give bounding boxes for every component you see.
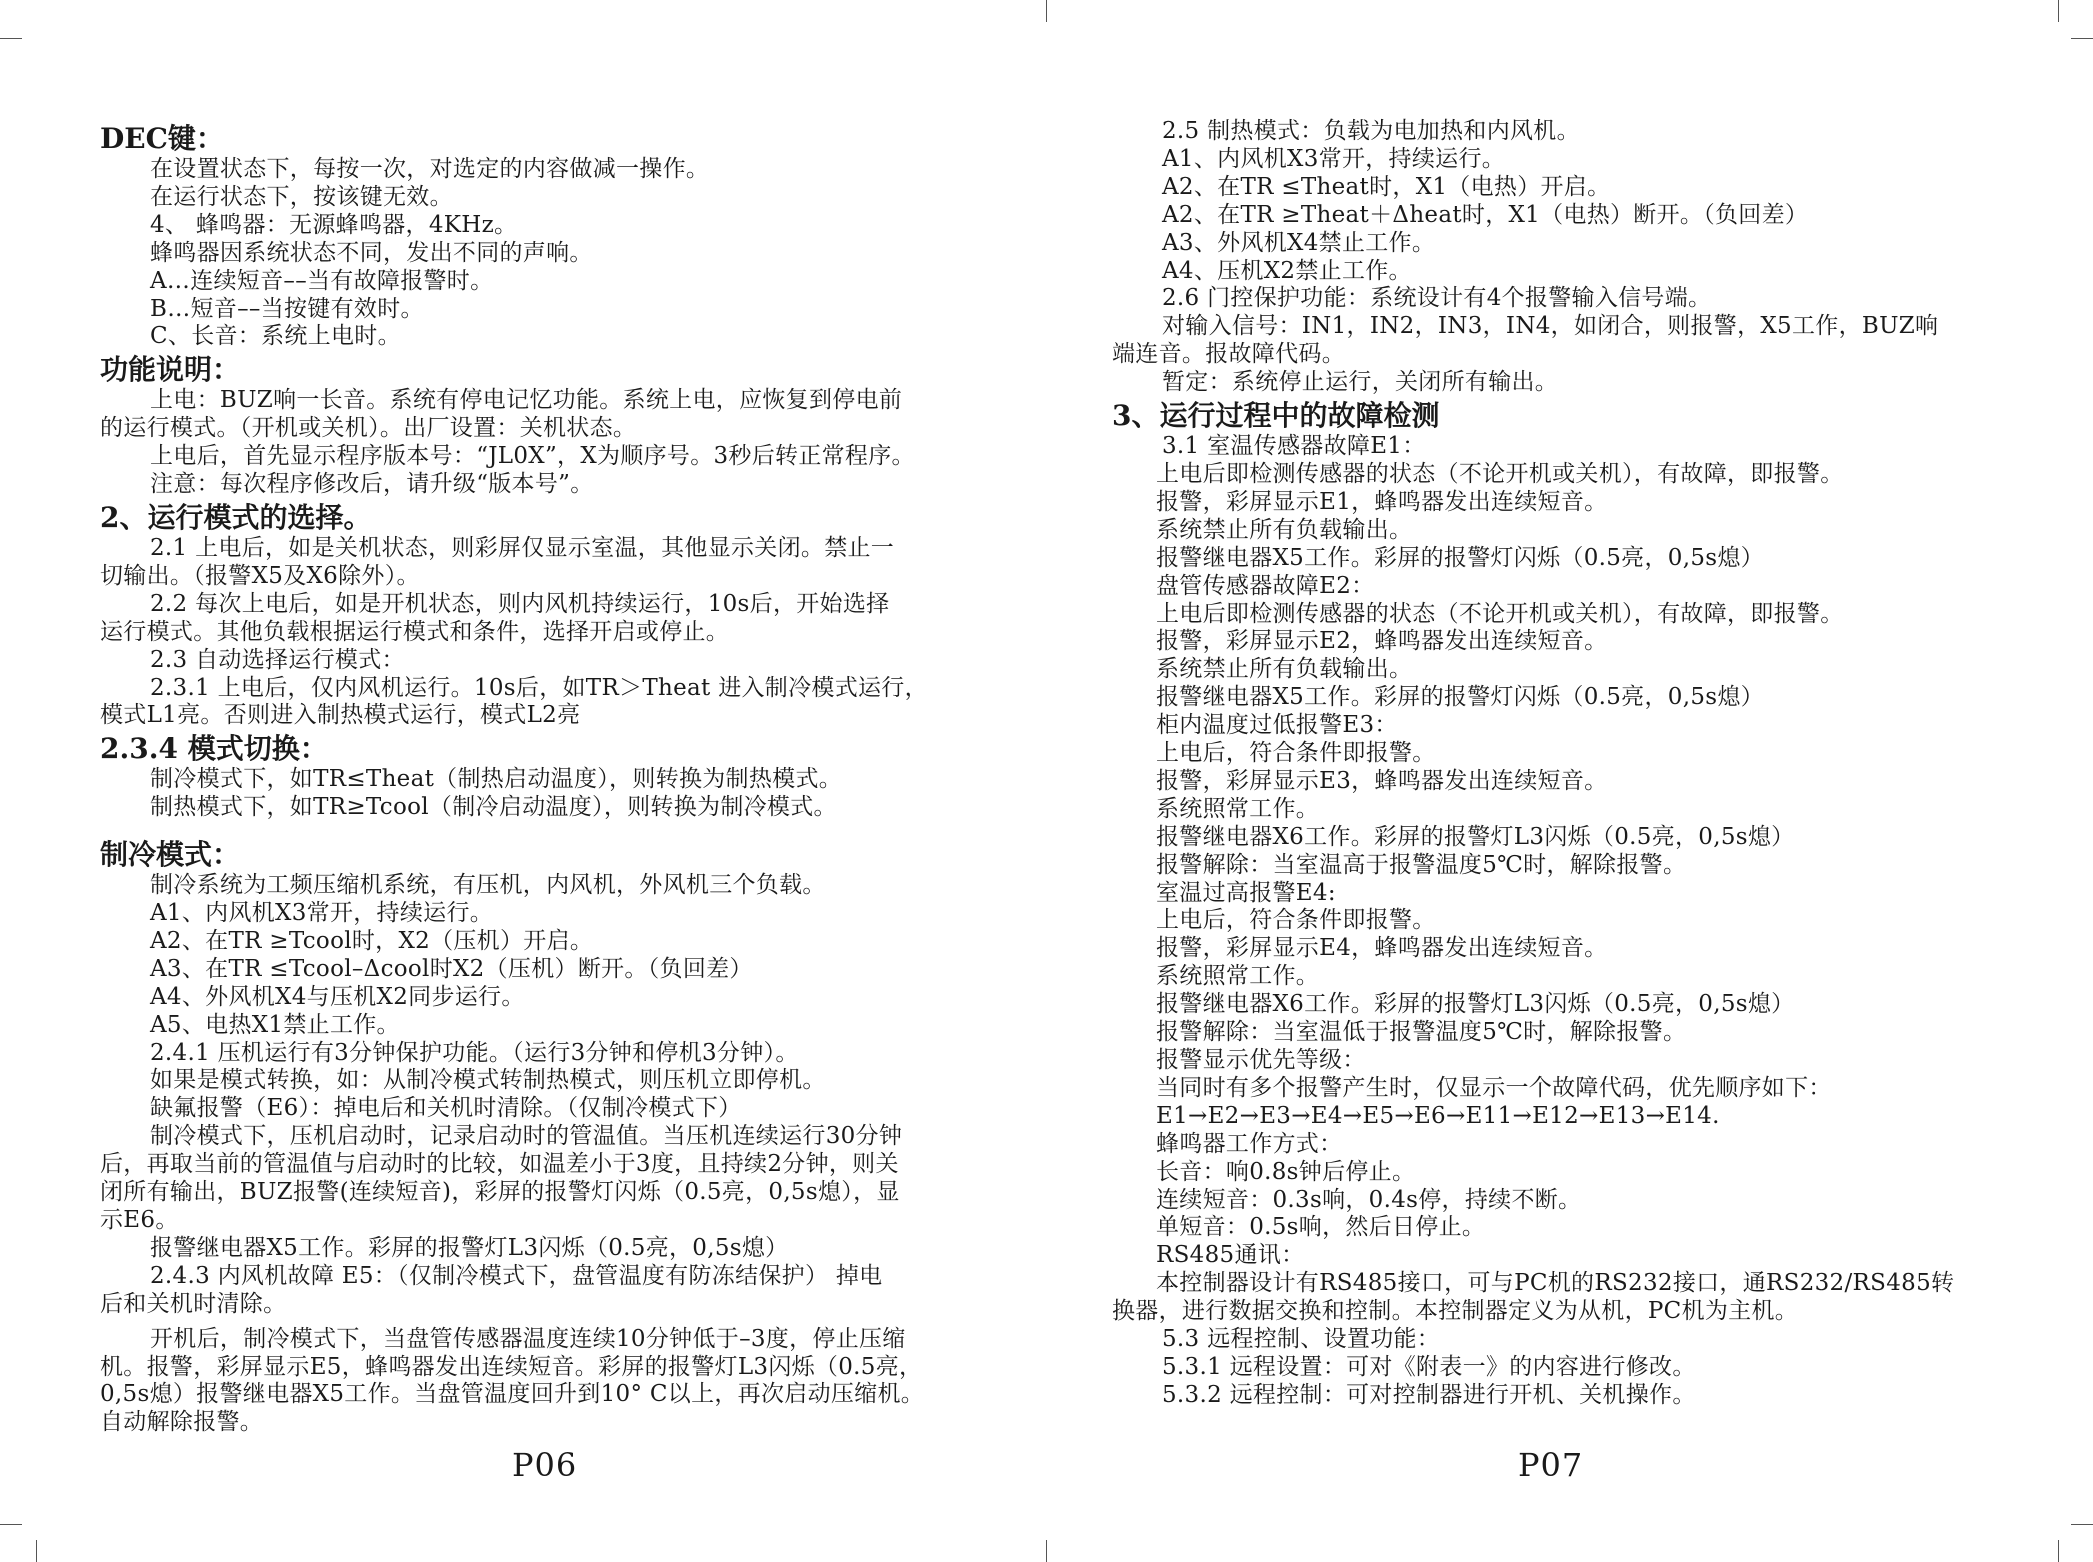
text-line: 报警解除：当室温低于报警温度5℃时，解除报警。 [1156,1019,1687,1046]
text-line: 报警继电器X6工作。彩屏的报警灯L3闪烁（0.5亮，0,5s熄） [1156,823,1795,850]
text-line: 长音：响0.8s钟后停止。 [1156,1158,1416,1185]
text-line: A3、外风机X4禁止工作。 [1162,229,1436,256]
text-line: 缺氟报警（E6）：掉电后和关机时清除。（仅制冷模式下） [150,1095,742,1122]
crop-mark-bottom-center [1046,1540,1047,1562]
text-line: 蜂鸣器工作方式： [1156,1130,1343,1157]
text-line: 报警继电器X6工作。彩屏的报警灯L3闪烁（0.5亮，0,5s熄） [1156,991,1795,1018]
section-heading: 3、运行过程中的故障检测 [1112,399,1440,433]
text-line: 上电后，符合条件即报警。 [1156,907,1436,934]
text-line: 2.3 自动选择运行模式： [150,646,405,673]
text-line: 当同时有多个报警产生时，仅显示一个故障代码，优先顺序如下： [1156,1074,1832,1101]
text-line: 暂定：系统停止运行，关闭所有输出。 [1162,369,1559,396]
text-line: 切输出。（报警X5及X6除外）。 [100,562,420,589]
text-line: 换器，进行数据交换和控制。本控制器定义为从机，PC机为主机。 [1112,1298,1799,1325]
text-line: 2.2 每次上电后，如是开机状态，则内风机持续运行，10s后，开始选择 [150,590,890,617]
text-line: 报警继电器X5工作。彩屏的报警灯L3闪烁（0.5亮，0,5s熄） [150,1234,789,1261]
text-line: 3.1 室温传感器故障E1： [1162,433,1426,460]
text-line: 报警，彩屏显示E2，蜂鸣器发出连续短音。 [1156,628,1608,655]
text-line: 自动解除报警。 [100,1409,264,1436]
text-line: 本控制器设计有RS485接口，可与PC机的RS232接口，通RS232/RS485转 [1156,1270,1955,1297]
text-line: C、长音：系统上电时。 [150,323,401,350]
text-line: 制冷模式下，压机启动时，记录启动时的管温值。当压机连续运行30分钟 [150,1123,903,1150]
text-line: 在运行状态下，按该键无效。 [150,183,453,210]
left-page-number: P06 [512,1446,578,1484]
text-line: A2、在TR ≤Theat时，X1（电热）开启。 [1162,173,1611,200]
text-line: 上电后即检测传感器的状态（不论开机或关机），有故障，即报警。 [1156,600,1844,627]
text-line: 制冷模式下，如TR≤Theat（制热启动温度），则转换为制热模式。 [150,766,843,793]
text-line: A…连续短音––当有故障报警时。 [150,267,494,294]
text-line: 如果是模式转换，如：从制冷模式转制热模式，则压机立即停机。 [150,1067,826,1094]
text-line: 后和关机时清除。 [100,1290,287,1317]
crop-mark-bottom-right [2071,1524,2093,1525]
text-line: 的运行模式。（开机或关机）。出厂设置：关机状态。 [100,415,637,442]
text-line: 运行模式。其他负载根据运行模式和条件，选择开启或停止。 [100,618,730,645]
text-line: 闭所有输出，BUZ报警(连续短音)，彩屏的报警灯闪烁（0.5亮，0,5s熄），显 [100,1179,900,1206]
text-line: 2.4.1 压机运行有3分钟保护功能。（运行3分钟和停机3分钟）。 [150,1039,799,1066]
text-line: 0,5s熄）报警继电器X5工作。当盘管温度回升到10° C以上，再次启动压缩机。 [100,1381,925,1408]
section-heading: DEC键： [100,122,224,155]
section-heading: 2.3.4 模式切换： [100,732,328,766]
text-line: A5、电热X1禁止工作。 [150,1011,400,1038]
text-line: 单短音：0.5s响，然后日停止。 [1156,1214,1486,1241]
text-line: 室温过高报警E4: [1156,879,1336,906]
text-line: 机。报警，彩屏显示E5，蜂鸣器发出连续短音。彩屏的报警灯L3闪烁（0.5亮， [100,1353,923,1380]
text-line: 2.6 门控保护功能：系统设计有4个报警输入信号端。 [1162,285,1712,312]
section-heading: 2、运行模式的选择。 [100,500,372,534]
text-line: A2、在TR ≥Tcool时，X2（压机）开启。 [150,927,594,954]
text-line: 开机后，制冷模式下，当盘管传感器温度连续10分钟低于–3度，停止压缩 [150,1325,906,1352]
text-line: A3、在TR ≤Tcool–Δcool时X2（压机）断开。（负回差） [150,955,753,982]
text-line: 报警，彩屏显示E1，蜂鸣器发出连续短音。 [1156,488,1608,515]
text-line: 报警继电器X5工作。彩屏的报警灯闪烁（0.5亮，0,5s熄） [1156,544,1764,571]
text-line: 报警，彩屏显示E3，蜂鸣器发出连续短音。 [1156,767,1608,794]
left-page-body [100,120,1000,1437]
text-line: 端连音。报故障代码。 [1112,341,1345,368]
text-line: A4、压机X2禁止工作。 [1162,257,1412,284]
text-line: A2、在TR ≥Theat＋Δheat时，X1（电热）断开。（负回差） [1162,201,1809,228]
text-line: 5.3.1 远程设置：可对《附表一》的内容进行修改。 [1162,1353,1696,1380]
text-line: 柜内温度过低报警E3： [1156,712,1398,739]
text-line: A4、外风机X4与压机X2同步运行。 [150,983,525,1010]
text-line: 对输入信号：IN1，IN2，IN3，IN4，如闭合，则报警，X5工作，BUZ响 [1162,313,1939,340]
text-line: 报警显示优先等级： [1156,1047,1366,1073]
text-line: 系统照常工作。 [1156,963,1320,990]
text-line: 2.3.1 上电后，仅内风机运行。10s后，如TR＞Theat 进入制冷模式运行， [150,674,928,701]
crop-mark-top-left [0,38,22,39]
crop-mark-bottom-left [0,1524,22,1525]
section-heading: 制冷模式： [100,838,241,872]
text-line: 蜂鸣器因系统状态不同，发出不同的声响。 [150,239,593,266]
section-heading: 功能说明： [100,353,241,387]
text-line: 上电：BUZ响一长音。系统有停电记忆功能。系统上电，应恢复到停电前 [150,387,903,414]
text-line: 在设置状态下，每按一次，对选定的内容做减一操作。 [150,156,710,182]
crop-mark-top-right [2071,38,2093,39]
text-line: 报警，彩屏显示E4，蜂鸣器发出连续短音。 [1156,935,1608,962]
text-line: A1、内风机X3常开，持续运行。 [1162,145,1506,172]
text-line: 系统照常工作。 [1156,795,1320,822]
text-line: RS485通讯： [1156,1242,1305,1269]
crop-mark-bottom-left-v [36,1540,37,1562]
text-line: A1、内风机X3常开，持续运行。 [150,900,494,927]
text-line: 制冷系统为工频压缩机系统，有压机，内风机，外风机三个负载。 [150,872,826,899]
crop-mark-top-right-v [2058,0,2059,22]
text-line: 上电后即检测传感器的状态（不论开机或关机），有故障，即报警。 [1156,460,1844,487]
text-line: 2.1 上电后，如是关机状态，则彩屏仅显示室温，其他显示关闭。禁止一 [150,534,895,561]
text-line: 模式L1亮。否则进入制热模式运行，模式L2亮 [100,702,581,729]
text-line: 上电后，首先显示程序版本号：“JL0X”，X为顺序号。3秒后转正常程序。 [150,443,915,470]
right-page-number: P07 [1518,1446,1584,1484]
text-line: 报警继电器X5工作。彩屏的报警灯闪烁（0.5亮，0,5s熄） [1156,684,1764,711]
text-line: 注意：每次程序修改后，请升级“版本号”。 [150,471,594,498]
text-line: 系统禁止所有负载输出。 [1156,656,1413,683]
text-line: 5.3 远程控制、设置功能： [1162,1326,1441,1353]
text-line: 报警解除：当室温高于报警温度5℃时，解除报警。 [1156,851,1687,878]
text-line: B…短音––当按键有效时。 [150,295,424,322]
text-line: 系统禁止所有负载输出。 [1156,516,1413,543]
text-line: 连续短音：0.3s响，0.4s停，持续不断。 [1156,1186,1582,1213]
crop-mark-top-center [1046,0,1047,22]
crop-mark-bottom-right-v [2058,1540,2059,1562]
text-line: 5.3.2 远程控制：可对控制器进行开机、关机操作。 [1162,1381,1696,1408]
text-line: 4、 蜂鸣器：无源蜂鸣器，4KHz。 [150,211,518,238]
text-line: 制热模式下，如TR≥Tcool（制冷启动温度），则转换为制冷模式。 [150,794,837,821]
text-line: 上电后，符合条件即报警。 [1156,740,1436,767]
text-line: 示E6。 [100,1207,179,1233]
right-page-body [1112,118,2017,1410]
text-line: 盘管传感器故障E2： [1156,572,1375,599]
text-line: 2.5 制热模式：负载为电加热和内风机。 [1162,118,1580,144]
text-line: 后，再取当前的管温值与启动时的比较，如温差小于3度，且持续2分钟，则关 [100,1151,899,1178]
text-line: 2.4.3 内风机故障 E5：（仅制冷模式下，盘管温度有防冻结保护） 掉电 [150,1262,883,1289]
text-line: E1→E2→E3→E4→E5→E6→E11→E12→E13→E14. [1156,1102,1720,1129]
